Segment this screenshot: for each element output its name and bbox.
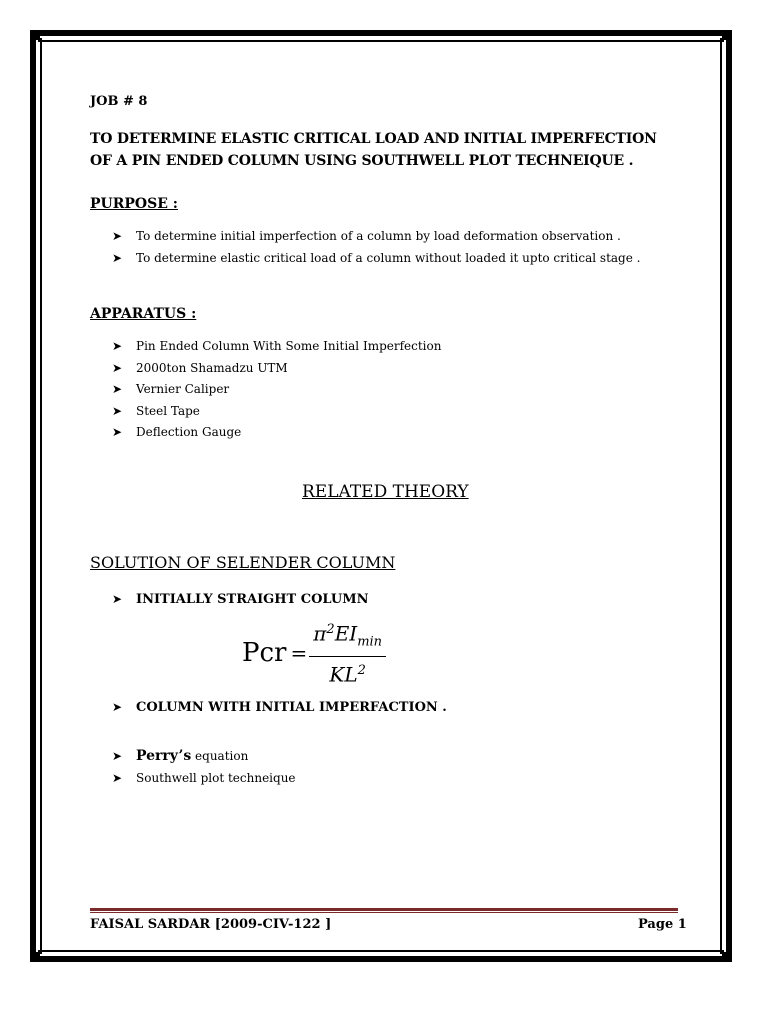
footer-rule	[90, 908, 678, 911]
page-border-right-thin	[720, 38, 722, 954]
page-border-bottom-thick	[38, 956, 724, 962]
list-item	[112, 589, 368, 611]
arrowhead-bullet-icon: ➤	[112, 771, 123, 785]
arrowhead-bullet-icon: ➤	[112, 339, 123, 353]
list-item	[112, 401, 441, 423]
apparatus-item-text: Steel Tape	[136, 403, 200, 418]
formula-fraction	[309, 617, 386, 688]
apparatus-item-text: Pin Ended Column With Some Initial Imperfection	[136, 339, 442, 353]
page-border-top-thin	[38, 40, 724, 42]
formula-numerator	[309, 617, 386, 657]
footer-page-number: Page 1	[638, 917, 687, 932]
list-item	[112, 379, 441, 401]
list-item	[112, 768, 296, 790]
formula-pi-exponent: 2	[326, 622, 335, 637]
list-item	[112, 358, 441, 380]
footer-rule-thin	[90, 912, 678, 913]
corner-top-right	[722, 30, 732, 40]
solution-item-text: INITIALLY STRAIGHT COLUMN	[136, 592, 369, 607]
list-item	[112, 336, 441, 358]
job-number: JOB # 8	[90, 94, 148, 109]
solution-heading: SOLUTION OF SELENDER COLUMN	[90, 553, 396, 572]
formula-ei: EI	[334, 621, 358, 646]
corner-bottom-right	[722, 952, 732, 962]
arrowhead-bullet-icon: ➤	[112, 592, 123, 606]
corner-top-left	[30, 30, 40, 40]
formula-kl: KL	[329, 662, 358, 687]
arrowhead-bullet-icon: ➤	[112, 700, 123, 714]
page-border-bottom-thin	[38, 950, 724, 952]
arrowhead-bullet-icon: ➤	[112, 749, 123, 763]
apparatus-list	[112, 336, 441, 444]
critical-load-formula	[242, 617, 386, 688]
formula-lhs: Pcr	[242, 637, 287, 668]
formula-pi: π	[313, 621, 327, 646]
page-border-top-thick	[38, 30, 724, 36]
list-item	[112, 226, 640, 248]
arrowhead-bullet-icon: ➤	[112, 425, 123, 439]
arrowhead-bullet-icon: ➤	[112, 250, 123, 265]
apparatus-item-text: Vernier Caliper	[136, 382, 230, 396]
page-border-right-thick	[726, 38, 732, 954]
arrowhead-bullet-icon: ➤	[112, 229, 123, 243]
perry-label: Perry’s	[136, 748, 192, 764]
solution-list-1	[112, 589, 368, 611]
apparatus-heading: APPARATUS :	[90, 306, 197, 322]
list-item	[112, 744, 296, 768]
arrowhead-bullet-icon: ➤	[112, 382, 123, 396]
purpose-item-text: To determine elastic critical load of a column without loaded it upto critical stage .	[136, 250, 641, 265]
apparatus-item-text: 2000ton Shamadzu UTM	[136, 360, 288, 375]
footer-author: FAISAL SARDAR [2009-CIV-122 ]	[90, 917, 332, 932]
solution-item-text: COLUMN WITH INITIAL IMPERFACTION .	[136, 700, 447, 715]
purpose-heading: PURPOSE :	[90, 196, 178, 212]
list-item	[112, 422, 441, 444]
formula-equals: =	[290, 640, 308, 665]
southwell-text: Southwell plot techneique	[136, 771, 296, 785]
page-border-left-thin	[40, 38, 42, 954]
formula-denominator	[329, 657, 366, 689]
formula-min-subscript: min	[357, 634, 383, 650]
list-item	[112, 248, 640, 270]
apparatus-item-text: Deflection Gauge	[136, 425, 242, 439]
list-item	[112, 697, 447, 719]
purpose-item-text: To determine initial imperfection of a column by load deformation observation .	[136, 229, 621, 243]
formula-kl-exponent: 2	[357, 662, 366, 678]
related-theory-heading: RELATED THEORY	[302, 482, 469, 502]
solution-list-3	[112, 744, 296, 790]
corner-bottom-left	[30, 952, 40, 962]
perry-equation-text: equation	[191, 749, 249, 763]
solution-list-2	[112, 697, 447, 719]
purpose-list	[112, 226, 640, 269]
arrowhead-bullet-icon: ➤	[112, 403, 123, 418]
page-border-left-thick	[30, 38, 36, 954]
arrowhead-bullet-icon: ➤	[112, 360, 123, 375]
document-title: TO DETERMINE ELASTIC CRITICAL LOAD AND INITIAL IMPERFECTION OF A PIN ENDED COLUMN USING SOUTHWELL PLOT TECHNEIQUE .	[90, 131, 657, 169]
